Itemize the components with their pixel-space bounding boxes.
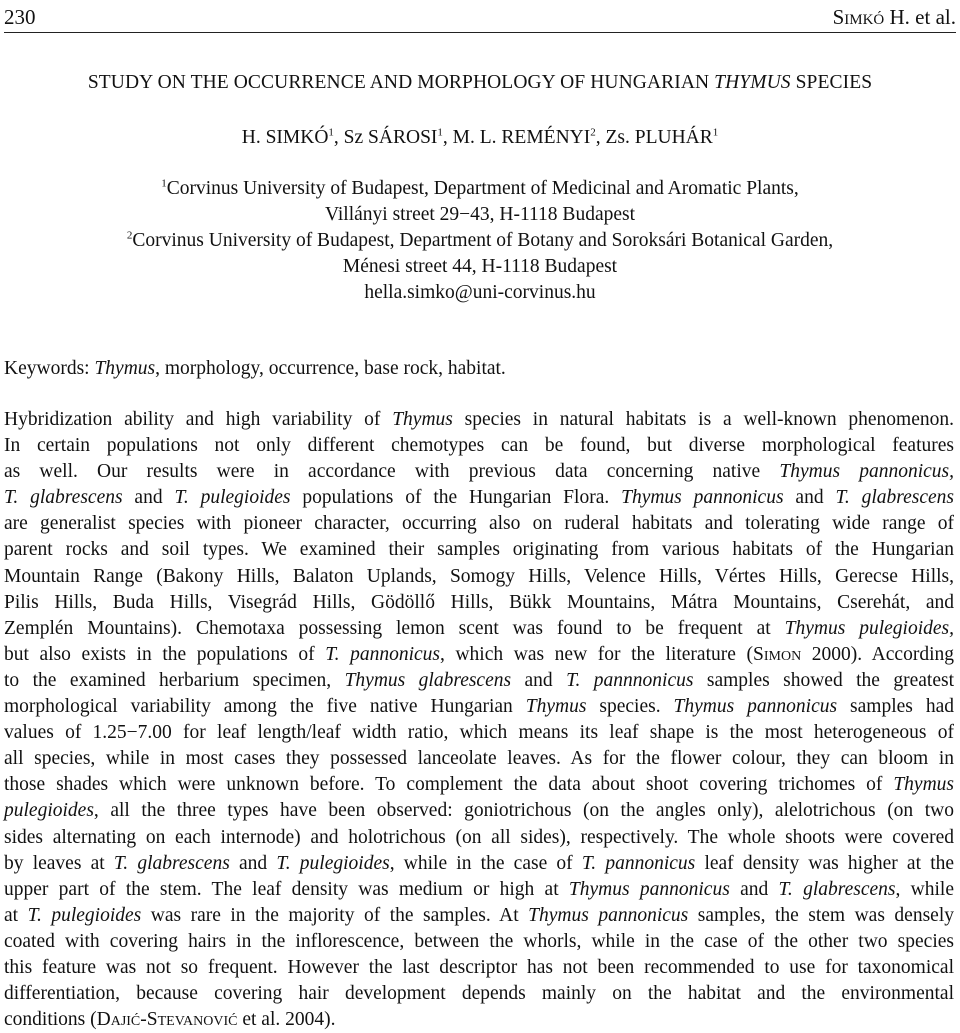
- affiliation-mark: 1: [161, 177, 167, 190]
- abstract-line: Zemplén Mountains). Chemotaxa possessing lemon scent was found to be frequent at Thymus pulegioides,: [4, 617, 954, 639]
- abstract-line: In certain populations not only different chemotypes can be found, but diverse morphological features: [4, 435, 954, 457]
- title-suffix: SPECIES: [790, 72, 873, 93]
- author-name: , M. L. REMÉNYI: [442, 127, 591, 148]
- abstract-line: parent rocks and soil types. We examined their samples originating from various habitats of the Hungarian: [4, 539, 954, 561]
- author-name: H. SIMKÓ: [241, 127, 329, 148]
- title-prefix: STUDY ON THE OCCURRENCE AND MORPHOLOGY OF HUNGARIAN: [87, 72, 715, 93]
- affiliation-text: Corvinus University of Budapest, Department of Medicinal and Aromatic Plants,: [166, 178, 799, 199]
- running-author-rest: H. et al.: [884, 5, 956, 29]
- abstract-line: upper part of the stem. The leaf density was medium or high at Thymus pannonicus and T. glabrescens, while: [4, 878, 954, 900]
- abstract-line: all species, while in most cases they possessed lanceolate leaves. As for the flower colour, they can bloom in: [4, 748, 954, 770]
- affiliation-1-line-1: [0, 176, 960, 202]
- abstract-line: Hybridization ability and high variability of Thymus species in natural habitats is a well-known phenomenon.: [4, 409, 954, 430]
- affiliation-1-line-2: Villányi street 29−43, H-1118 Budapest: [324, 204, 636, 225]
- abstract-line: at T. pulegioides was rare in the majority of the samples. At Thymus pannonicus samples, the stem was densely: [4, 904, 954, 926]
- affiliations: [0, 176, 960, 306]
- abstract-line: to the examined herbarium specimen, Thymus glabrescens and T. pannnonicus samples showed the greatest: [4, 669, 954, 691]
- abstract-line: T. glabrescens and T. pulegioides populations of the Hungarian Flora. Thymus pannonicus and T. glabrescens: [4, 487, 954, 509]
- abstract-line: differentiation, because covering hair development depends mainly on the habitat and the environmental: [4, 983, 954, 1005]
- title-genus: THYMUS: [714, 72, 791, 93]
- abstract-line: pulegioides, all the three types have been observed: goniotrichous (on the angles only), alelotrichous (on two: [4, 800, 954, 822]
- keywords-rest: , morphology, occurrence, base rock, habitat.: [155, 358, 506, 379]
- abstract-line: are generalist species with pioneer character, occurring also on ruderal habitats and tolerating wide range of: [4, 513, 954, 535]
- author-affiliation-mark: 1: [328, 126, 334, 139]
- abstract-line: this feature was not so frequent. However the last descriptor has not been recommended to use for taxonomical: [4, 956, 954, 978]
- keywords: [4, 356, 506, 382]
- abstract-line: but also exists in the populations of T. pannonicus, which was new for the literature (Simon 2000). According: [4, 643, 954, 665]
- affiliation-2-line-2: Ménesi street 44, H-1118 Budapest: [342, 256, 618, 277]
- abstract: [4, 407, 954, 1033]
- abstract-line: conditions (Dajić-Stevanović et al. 2004).: [4, 1009, 336, 1031]
- keyword-genus: Thymus: [94, 358, 156, 379]
- author-affiliation-mark: 1: [712, 126, 719, 139]
- running-header: [4, 4, 956, 33]
- author-list: [0, 125, 960, 151]
- author-name: , Zs. PLUHÁR: [595, 127, 713, 148]
- affiliation-text: Corvinus University of Budapest, Department of Botany and Soroksári Botanical Garden,: [132, 230, 834, 251]
- abstract-line: as well. Our results were in accordance with previous data concerning native Thymus pannonicus,: [4, 461, 954, 483]
- abstract-line: those shades which were unknown before. To complement the data about shoot covering trichomes of Thymus: [4, 774, 954, 796]
- abstract-line: Mountain Range (Bakony Hills, Balaton Uplands, Somogy Hills, Velence Hills, Vértes Hills, Gerecse Hills,: [4, 565, 954, 587]
- affiliation-2-line-1: [0, 228, 960, 254]
- abstract-line: Pilis Hills, Buda Hills, Visegrád Hills, Gödöllő Hills, Bükk Mountains, Mátra Mountains, Cserehát, and: [4, 591, 954, 613]
- page-number: 230: [4, 5, 36, 29]
- keywords-label: Keywords:: [4, 358, 95, 379]
- author-name: , Sz SÁROSI: [333, 127, 438, 148]
- running-authors: [833, 4, 956, 30]
- author-affiliation-mark: 2: [590, 126, 596, 139]
- abstract-line: morphological variability among the five native Hungarian Thymus species. Thymus pannonicus samples had: [4, 696, 954, 718]
- author-affiliation-mark: 1: [437, 126, 443, 139]
- abstract-line: by leaves at T. glabrescens and T. pulegioides, while in the case of T. pannonicus leaf density was higher at the: [4, 852, 955, 874]
- abstract-line: values of 1.25−7.00 for leaf length/leaf width ratio, which means its leaf shape is the most heterogeneous of: [4, 722, 954, 744]
- abstract-line: coated with covering hairs in the inflorescence, between the whorls, while in the case of the other two species: [4, 930, 954, 952]
- running-author-surname: Simkó: [832, 5, 885, 29]
- affiliation-mark: 2: [126, 229, 133, 242]
- corresponding-email: hella.simko@uni-corvinus.hu: [364, 282, 596, 303]
- abstract-line: sides alternating on each internode) and holotrichous (on all sides), respectively. The whole shoots were covered: [4, 826, 954, 848]
- paper-title: [0, 70, 960, 96]
